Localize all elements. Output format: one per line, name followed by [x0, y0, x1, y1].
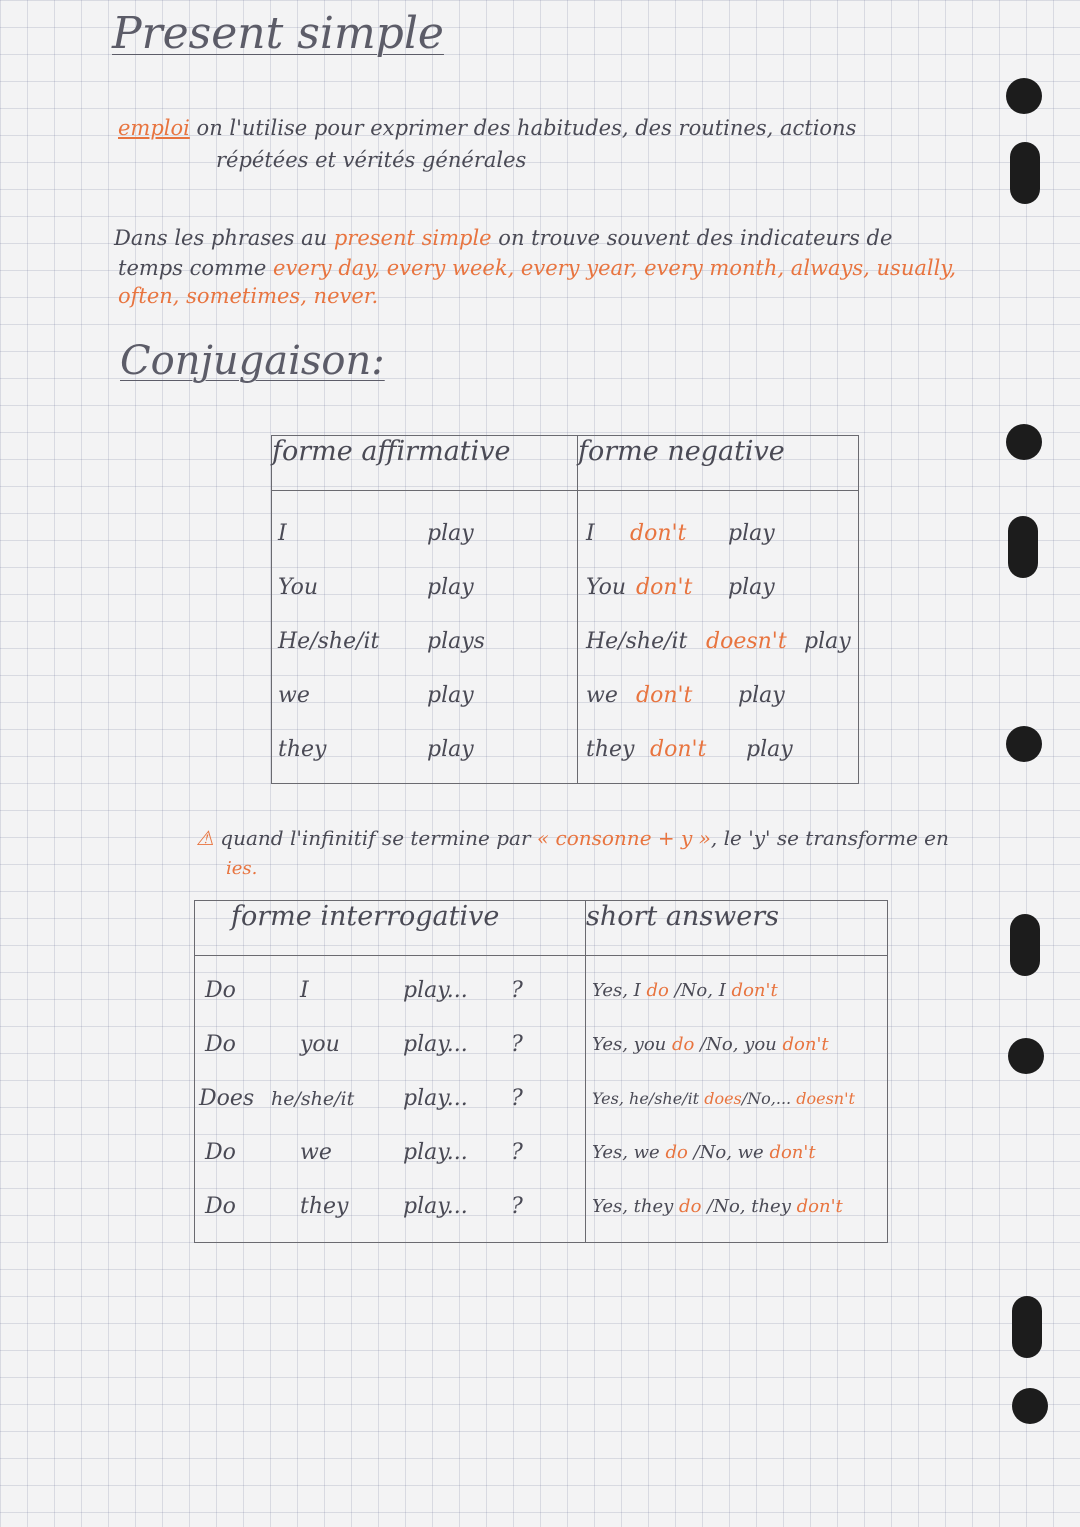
negative-row: [578, 723, 858, 777]
verb: play: [427, 683, 474, 708]
verb: play...: [403, 1140, 468, 1165]
yes-aux: do: [671, 1034, 695, 1055]
warning-line-2: ies.: [226, 858, 258, 879]
no-part: /No, we: [693, 1142, 764, 1163]
indicators-line-2: [118, 256, 956, 280]
no-part: /No, I: [674, 980, 726, 1001]
binder-hole-icon: [1012, 1296, 1042, 1358]
subject: I: [300, 978, 309, 1003]
aux: don't: [636, 683, 693, 708]
subject: you: [300, 1032, 340, 1057]
subject: You: [586, 575, 627, 600]
affirmative-column: [272, 491, 578, 784]
verb: play...: [403, 1032, 468, 1057]
conjugation-table-affirmative-negative: [271, 435, 859, 784]
affirmative-row: [272, 561, 577, 615]
question-mark: ?: [511, 978, 523, 1003]
yes-aux: do: [679, 1196, 702, 1217]
emploi-text-1: on l'utilise pour exprimer des habitudes, des routines, actions: [196, 116, 857, 140]
aux: doesn't: [706, 629, 787, 654]
indicators-line-1: [114, 226, 892, 250]
indicators-prefix: Dans les phrases au: [114, 226, 328, 250]
verb: play...: [403, 978, 468, 1003]
answer-line: [592, 1072, 855, 1126]
warning-text-before: quand l'infinitif se termine par: [220, 826, 531, 850]
affirmative-row: [272, 723, 577, 777]
warning-text-after: , le 'y' se transforme en: [710, 826, 949, 850]
emploi-text-2: répétées et vérités générales: [216, 148, 527, 172]
aux: Do: [205, 1140, 236, 1165]
interrogative-row: [195, 1180, 585, 1234]
verb: play: [728, 575, 775, 600]
interrogative-row: [195, 964, 585, 1018]
short-answer-row: [586, 1018, 887, 1072]
warning-highlight: « consonne + y »: [536, 826, 711, 850]
interrogative-row: [195, 1072, 585, 1126]
yes-part: Yes, he/she/it: [592, 1089, 700, 1108]
negative-row: [578, 615, 858, 669]
subject: You: [278, 575, 319, 600]
short-answers-column: [586, 956, 888, 1243]
answer-line: [592, 964, 778, 1018]
aux: Do: [205, 978, 236, 1003]
aux: don't: [650, 737, 707, 762]
aux: Do: [205, 1194, 236, 1219]
no-part: /No, they: [707, 1196, 791, 1217]
interrogative-row: [195, 1126, 585, 1180]
binder-hole-icon: [1010, 142, 1040, 204]
binder-hole-icon: [1008, 516, 1038, 578]
yes-aux: do: [646, 980, 669, 1001]
header-interrogative: forme interrogative: [195, 901, 586, 956]
subject: we: [586, 683, 618, 708]
short-answer-row: [586, 964, 887, 1018]
header-affirmative: forme affirmative: [272, 436, 578, 491]
subject: they: [586, 737, 635, 762]
warning-note: [196, 826, 949, 850]
emploi-label: emploi: [118, 116, 190, 140]
no-part: /No,...: [741, 1089, 792, 1108]
short-answer-row: [586, 1126, 887, 1180]
short-answer-row: [586, 1072, 887, 1126]
verb: play: [738, 683, 785, 708]
yes-part: Yes, we: [592, 1142, 660, 1163]
binder-hole-icon: [1006, 726, 1042, 762]
negative-row: [578, 507, 858, 561]
question-mark: ?: [511, 1032, 523, 1057]
negative-column: [578, 491, 859, 784]
subject: He/she/it: [586, 629, 688, 654]
indicators-words-2: every day, every week, every year, every month, always, usually,: [273, 256, 957, 280]
binder-hole-icon: [1006, 78, 1042, 114]
aux: Does: [199, 1086, 255, 1111]
verb: play...: [403, 1194, 468, 1219]
binder-hole-icon: [1006, 424, 1042, 460]
verb: plays: [427, 629, 485, 654]
subject: I: [278, 521, 287, 546]
answer-line: [592, 1180, 843, 1234]
indicators-words-3: often, sometimes, never.: [118, 284, 379, 308]
yes-part: Yes, they: [592, 1196, 674, 1217]
no-aux: don't: [769, 1142, 816, 1163]
no-aux: don't: [731, 980, 778, 1001]
yes-aux: does: [704, 1089, 742, 1108]
subject: I: [586, 521, 595, 546]
subject: He/she/it: [278, 629, 380, 654]
affirmative-row: [272, 669, 577, 723]
negative-row: [578, 669, 858, 723]
verb: play: [746, 737, 793, 762]
binder-hole-icon: [1010, 914, 1040, 976]
question-mark: ?: [511, 1194, 523, 1219]
verb: play: [728, 521, 775, 546]
aux: Do: [205, 1032, 236, 1057]
no-aux: doesn't: [796, 1089, 855, 1108]
subject: we: [278, 683, 310, 708]
indicators-highlight: present simple: [333, 226, 492, 250]
verb: play: [427, 575, 474, 600]
affirmative-row: [272, 615, 577, 669]
verb: play...: [403, 1086, 468, 1111]
subject: they: [300, 1194, 349, 1219]
aux: don't: [636, 575, 693, 600]
no-aux: don't: [796, 1196, 843, 1217]
indicators-mid: on trouve souvent des indicateurs de: [498, 226, 893, 250]
header-short-answers: short answers: [586, 901, 888, 956]
verb: play: [427, 521, 474, 546]
subject: he/she/it: [271, 1088, 355, 1110]
no-part: /No, you: [700, 1034, 777, 1055]
conjugaison-title: Conjugaison:: [120, 338, 385, 384]
answer-line: [592, 1018, 829, 1072]
yes-aux: do: [665, 1142, 688, 1163]
verb: play: [804, 629, 851, 654]
yes-part: Yes, you: [592, 1034, 667, 1055]
question-mark: ?: [511, 1086, 523, 1111]
no-aux: don't: [782, 1034, 829, 1055]
interrogative-column: [195, 956, 586, 1243]
binder-hole-icon: [1008, 1038, 1044, 1074]
affirmative-row: [272, 507, 577, 561]
indicators-line2-prefix: temps comme: [118, 256, 267, 280]
answer-line: [592, 1126, 816, 1180]
warning-triangle-icon: ⚠: [196, 826, 214, 850]
emploi-line-1: [118, 116, 856, 140]
binder-hole-icon: [1012, 1388, 1048, 1424]
verb: play: [427, 737, 474, 762]
page-title: Present simple: [112, 8, 444, 59]
question-mark: ?: [511, 1140, 523, 1165]
subject: we: [300, 1140, 332, 1165]
yes-part: Yes, I: [592, 980, 641, 1001]
negative-row: [578, 561, 858, 615]
short-answer-row: [586, 1180, 887, 1234]
header-negative: forme negative: [578, 436, 859, 491]
aux: don't: [630, 521, 687, 546]
subject: they: [278, 737, 327, 762]
interrogative-short-answers-table: [194, 900, 888, 1243]
interrogative-row: [195, 1018, 585, 1072]
